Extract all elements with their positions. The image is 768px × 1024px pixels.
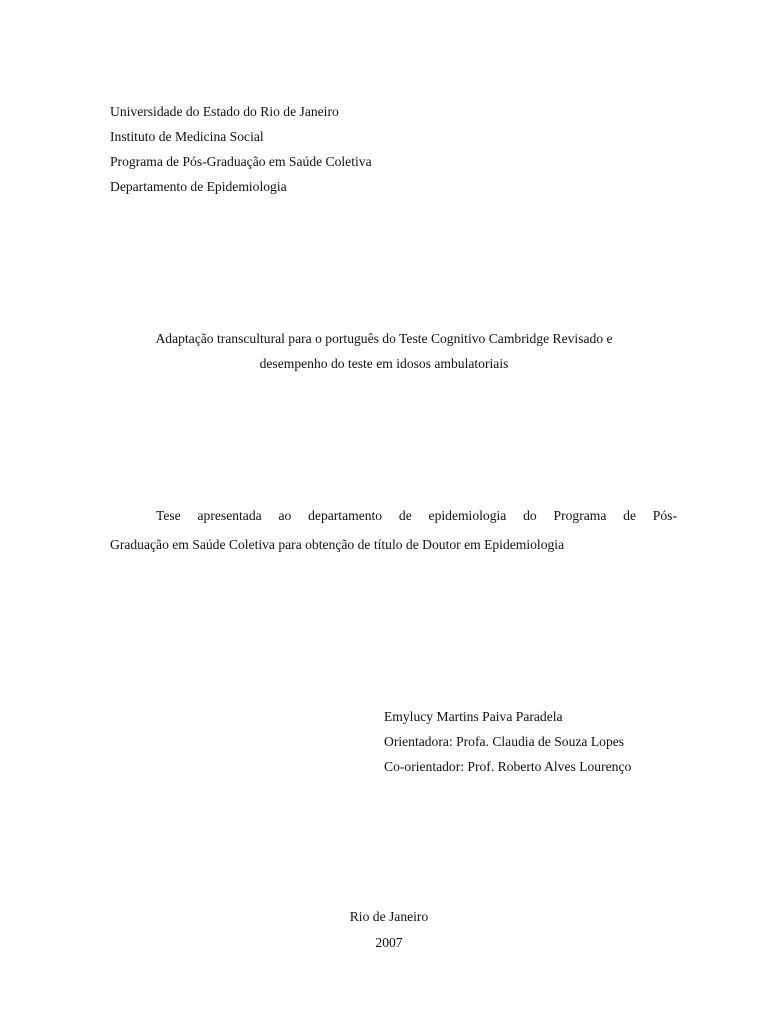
title-line-2: desempenho do teste em idosos ambulatoriais: [259, 356, 509, 371]
university-name: Universidade do Estado do Rio de Janeiro: [110, 104, 339, 119]
program-name: Programa de Pós-Graduação em Saúde Coletiva: [110, 154, 372, 169]
thesis-statement-line-2: Graduação em Saúde Coletiva para obtenção de título de Doutor em Epidemiologia: [110, 537, 565, 552]
advisor: Orientadora: Profa. Claudia de Souza Lopes: [384, 734, 625, 749]
department-name: Departamento de Epidemiologia: [110, 179, 287, 194]
title-line-1: Adaptação transcultural para o português do Teste Cognitivo Cambridge Revisado e: [155, 331, 613, 346]
thesis-statement: [110, 508, 677, 553]
footer-city: Rio de Janeiro: [349, 909, 429, 924]
co-advisor: Co-orientador: Prof. Roberto Alves Lourenço: [384, 759, 632, 774]
institute-name: Instituto de Medicina Social: [110, 129, 264, 144]
thesis-statement-line-1: Tese apresentada ao departamento de epidemiologia do Programa de Pós-: [156, 508, 677, 523]
author-name: Emylucy Martins Paiva Paradela: [384, 709, 563, 724]
footer-year: 2007: [375, 935, 403, 950]
